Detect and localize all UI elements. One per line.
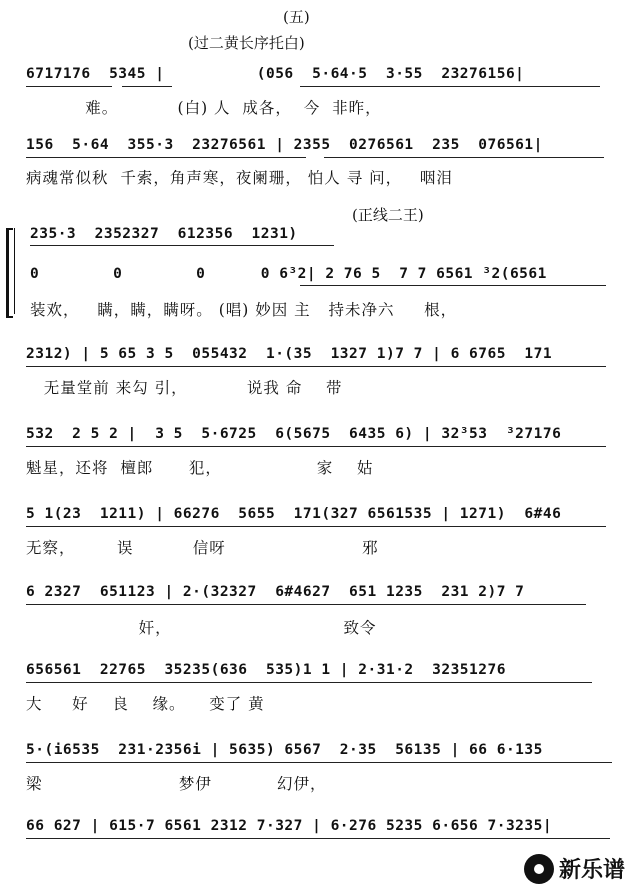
- notation-row-2: 156 5·64 355·3 23276561 | 2355 0276561 235 076561|: [26, 137, 543, 153]
- notation-row-4: 0 0 0 0 6³2| 2 76 5 7 7 6561 ³2(6561: [30, 266, 547, 282]
- site-logo: [524, 853, 625, 884]
- section-heading: (五): [283, 8, 310, 26]
- lyric-row-10: 梁 梦伊 幻伊，: [26, 775, 327, 793]
- notation-row-3: 235·3 2352327 612356 1231): [30, 226, 298, 242]
- logo-text: 新乐谱: [558, 858, 625, 883]
- lyric-row-4: 装欢， 瞒，瞒，瞒呀。 (唱) 妙因 主 持未净六 根，: [30, 301, 458, 319]
- lyric-row-5: 无量堂前 来勾 引， 说我 命 带: [26, 379, 343, 397]
- lyric-row-9: 大 好 良 缘。 变了 黄: [26, 695, 265, 713]
- notation-row-10: 5·(i6535 231·2356i | 5635) 6567 2·35 56135 | 66 6·135: [26, 742, 543, 758]
- lyric-row-2: 病魂常似秋 千索，角声寒，夜阑珊， 怕人 寻 问， 咽泪: [26, 169, 453, 187]
- notation-row-1: 6717176 5345 | (056 5·64·5 3·55 23276156|: [26, 66, 525, 82]
- lyric-row-6: 魁星，还将 檀郎 犯， 家 姑: [26, 459, 374, 477]
- notation-row-8: 6 2327 651123 | 2·(32327 6#4627 651 1235 231 2)7 7: [26, 584, 525, 600]
- notation-row-6: 532 2 5 2 | 3 5 5·6725 6(5675 6435 6) | 32³53 ³27176: [26, 426, 562, 442]
- lyric-row-7: 无察， 误 信呀 邪: [26, 539, 379, 557]
- lyric-row-8: 奸， 致令: [26, 619, 377, 637]
- section-subtitle: (过二黄长序托白): [188, 34, 305, 52]
- system-brace: [6, 228, 13, 318]
- notation-row-11: 66 627 | 615·7 6561 2312 7·327 | 6·276 5235 6·656 7·3235|: [26, 818, 553, 834]
- notation-row-7: 5 1(23 1211) | 66276 5655 171(327 6561535 | 1271) 6#46: [26, 506, 562, 522]
- notation-row-5: 2312) | 5 65 3 5 055432 1·(35 1327 1)7 7 | 6 6765 171: [26, 346, 553, 362]
- record-disc-icon: [524, 854, 554, 884]
- lyric-row-1: 难。 (白) 人 成各， 今 非昨，: [26, 99, 382, 117]
- section-label-zhengxian: (正线二王): [352, 206, 424, 224]
- notation-row-9: 656561 22765 35235(636 535)1 1 | 2·31·2 32351276: [26, 662, 506, 678]
